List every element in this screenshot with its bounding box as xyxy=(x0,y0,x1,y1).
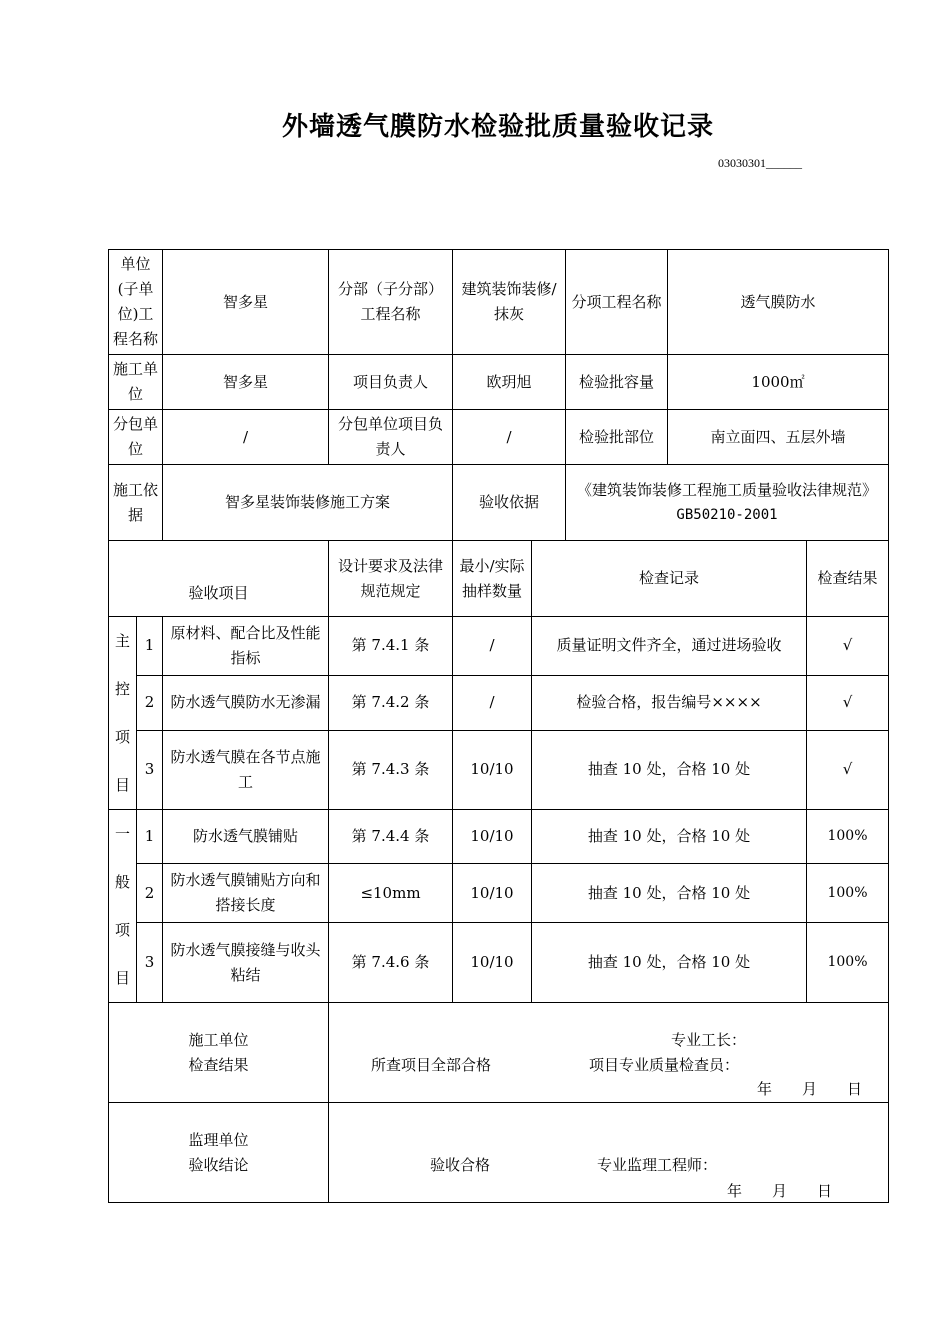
header-row-project xyxy=(109,250,889,355)
col-record-header: 检查记录 xyxy=(532,541,807,617)
item-sample: 10/10 xyxy=(453,810,532,864)
group-char: 项 xyxy=(114,921,130,939)
basis-value: 智多星装饰装修施工方案 xyxy=(163,465,453,541)
location-label: 检验批部位 xyxy=(566,410,668,465)
item-rule: 第 7.4.1 条 xyxy=(329,617,453,676)
item-number: 3 xyxy=(137,730,163,809)
subcontractor-label: 分包单位 xyxy=(109,410,163,465)
acceptance-basis-standard: 《建筑装饰装修工程施工质量验收法律规范》 xyxy=(577,480,878,499)
table-row xyxy=(109,617,889,676)
acceptance-basis-label: 验收依据 xyxy=(453,465,566,541)
item-record: 抽查 10 处，合格 10 处 xyxy=(532,863,807,922)
item-record: 质量证明文件齐全，通过进场验收 xyxy=(532,617,807,676)
construction-date: 年 月 日 xyxy=(757,1080,863,1098)
item-sample: 10/10 xyxy=(453,923,532,1003)
item-number: 1 xyxy=(137,810,163,864)
item-number: 3 xyxy=(137,923,163,1003)
item-sample: 10/10 xyxy=(453,863,532,922)
item-result: 100% xyxy=(807,810,889,864)
capacity-value: 1000㎡ xyxy=(668,355,889,410)
general-group-label xyxy=(109,810,137,1003)
item-name: 防水透气膜在各节点施工 xyxy=(163,730,329,809)
item-rule: 第 7.4.2 条 xyxy=(329,675,453,730)
sub-project-value: 建筑装饰装修/抹灰 xyxy=(453,250,566,355)
item-name: 原材料、配合比及性能指标 xyxy=(163,617,329,676)
item-name: 防水透气膜铺贴 xyxy=(163,810,329,864)
group-char: 项 xyxy=(114,728,130,746)
group-char: 主 xyxy=(114,632,130,650)
engineer-signature-label: 专业监理工程师： xyxy=(597,1156,718,1174)
construction-check-row xyxy=(109,1003,889,1103)
item-record: 抽查 10 处，合格 10 处 xyxy=(532,923,807,1003)
item-number: 2 xyxy=(137,675,163,730)
basis-label: 施工依据 xyxy=(109,465,163,541)
supervision-check-label-line1: 监理单位 xyxy=(188,1130,249,1149)
header-row-basis xyxy=(109,465,889,541)
unit-project-label: 单位(子单位)工程名称 xyxy=(109,250,163,355)
construction-check-label xyxy=(109,1003,329,1103)
item-result: √ xyxy=(807,617,889,676)
construction-check-label-line1: 施工单位 xyxy=(188,1030,249,1049)
group-char: 控 xyxy=(114,680,130,698)
item-number: 2 xyxy=(137,863,163,922)
main-control-group-label xyxy=(109,617,137,810)
inspection-record-table xyxy=(108,249,889,1203)
group-char: 目 xyxy=(114,969,130,987)
group-char: 般 xyxy=(114,873,130,891)
item-name: 防水透气膜接缝与收头粘结 xyxy=(163,923,329,1003)
item-project-label: 分项工程名称 xyxy=(566,250,668,355)
manager-value: 欧玥旭 xyxy=(453,355,566,410)
item-project-value: 透气膜防水 xyxy=(668,250,889,355)
sub-manager-value: / xyxy=(453,410,566,465)
item-result: √ xyxy=(807,675,889,730)
item-record: 抽查 10 处，合格 10 处 xyxy=(532,730,807,809)
item-record: 抽查 10 处，合格 10 处 xyxy=(532,810,807,864)
item-sample: / xyxy=(453,617,532,676)
item-name: 防水透气膜铺贴方向和搭接长度 xyxy=(163,863,329,922)
table-row xyxy=(109,675,889,730)
group-char: 目 xyxy=(114,776,130,794)
subcontractor-value: / xyxy=(163,410,329,465)
item-result: √ xyxy=(807,730,889,809)
table-row xyxy=(109,923,889,1003)
header-row-subcontractor xyxy=(109,410,889,465)
group-char: 一 xyxy=(114,825,130,843)
construction-check-content xyxy=(329,1003,889,1103)
inspector-signature-label: 项目专业质量检查员： xyxy=(589,1056,740,1074)
page-title: 外墙透气膜防水检验批质量验收记录 xyxy=(281,112,714,142)
unit-project-value: 智多星 xyxy=(163,250,329,355)
sub-project-label: 分部（子分部）工程名称 xyxy=(329,250,453,355)
col-design-header: 设计要求及法律规范规定 xyxy=(329,541,453,617)
acceptance-basis-code: GB50210-2001 xyxy=(676,506,778,523)
supervision-conclusion: 验收合格 xyxy=(430,1156,491,1174)
capacity-label: 检验批容量 xyxy=(566,355,668,410)
item-sample: 10/10 xyxy=(453,730,532,809)
construction-conclusion: 所查项目全部合格 xyxy=(371,1056,492,1074)
supervision-date: 年 月 日 xyxy=(727,1182,833,1200)
table-row xyxy=(109,730,889,809)
item-rule: 第 7.4.3 条 xyxy=(329,730,453,809)
item-sample: / xyxy=(453,675,532,730)
supervision-check-label xyxy=(109,1103,329,1203)
form-code: 03030301______ xyxy=(718,156,802,170)
table-row xyxy=(109,810,889,864)
item-result: 100% xyxy=(807,863,889,922)
col-item-header: 验收项目 xyxy=(109,541,329,617)
header-row-constructor xyxy=(109,355,889,410)
acceptance-basis-value xyxy=(566,465,889,541)
table-row xyxy=(109,863,889,922)
item-result: 100% xyxy=(807,923,889,1003)
item-rule: 第 7.4.4 条 xyxy=(329,810,453,864)
constructor-label: 施工单位 xyxy=(109,355,163,410)
column-header-row xyxy=(109,541,889,617)
col-result-header: 检查结果 xyxy=(807,541,889,617)
sub-manager-label: 分包单位项目负责人 xyxy=(329,410,453,465)
construction-check-label-line2: 检查结果 xyxy=(188,1055,249,1074)
foreman-signature-label: 专业工长： xyxy=(671,1031,747,1049)
col-sample-header: 最小/实际抽样数量 xyxy=(453,541,532,617)
location-value: 南立面四、五层外墙 xyxy=(668,410,889,465)
supervision-check-content xyxy=(329,1103,889,1203)
item-rule: 第 7.4.6 条 xyxy=(329,923,453,1003)
item-number: 1 xyxy=(137,617,163,676)
item-name: 防水透气膜防水无渗漏 xyxy=(163,675,329,730)
item-record: 检验合格，报告编号×××× xyxy=(532,675,807,730)
item-rule: ≤10mm xyxy=(329,863,453,922)
constructor-value: 智多星 xyxy=(163,355,329,410)
manager-label: 项目负责人 xyxy=(329,355,453,410)
supervision-check-row xyxy=(109,1103,889,1203)
supervision-check-label-line2: 验收结论 xyxy=(188,1155,249,1174)
